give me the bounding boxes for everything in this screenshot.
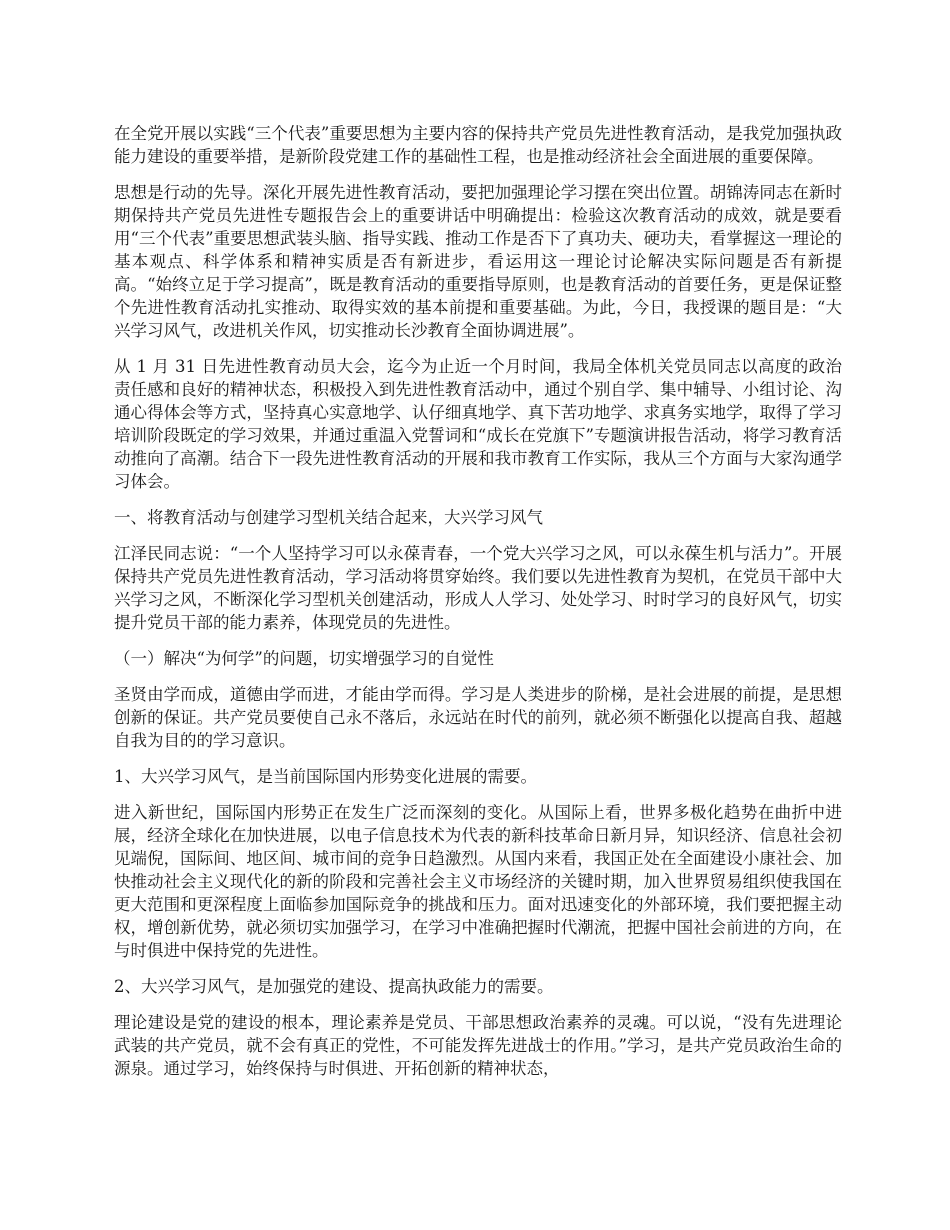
paragraph-theory-study: 思想是行动的先导。深化开展先进性教育活动，要把加强理论学习摆在突出位置。胡锦涛同志在新时期保持共产党员先进性专题报告会上的重要讲话中明确提出：检验这次教育活动的成效，就是要看用“三个代表”重要思想武装头脑、指导实践、推动工作是否下了真功夫、硬功夫，看掌握这一理论的基本观点、科学体系和精神实质是否有新进步，看运用这一理论讨论解决实际问题是否有新提高。“始终立足于学习提高”，既是教育活动的重要指导原则，也是教育活动的首要任务，更是保证整个先进性教育活动扎实推动、取得实效的基本前提和重要基础。为此，今日，我授课的题目是：“大兴学习风气，改进机关作风，切实推动长沙教育全面协调进展”。 <box>114 183 842 340</box>
point-heading-2: 2、大兴学习风气，是加强党的建设、提高执政能力的需要。 <box>114 977 554 996</box>
paragraph-intro: 在全党开展以实践“三个代表”重要思想为主要内容的保持共产党员先进性教育活动，是我党加强执政能力建设的重要举措，是新阶段党建工作的基础性工程，也是推动经济社会全面进展的重要保障。 <box>114 124 842 166</box>
paragraph-quote: 江泽民同志说：“一个人坚持学习可以永葆青春，一个党大兴学习之风，可以永葆生机与活力”。开展保持共产党员先进性教育活动，学习活动将贯穿始终。我们要以先进性教育为契机，在党员干部中大兴学习之风，不断深化学习型机关创建活动，形成人人学习、处处学习、时时学习的良好风气，切实提升党员干部的能力素养，体现党员的先进性。 <box>114 544 842 632</box>
point-heading-1: 1、大兴学习风气，是当前国际国内形势变化进展的需要。 <box>114 767 537 786</box>
paragraph-party-building: 理论建设是党的建设的根本，理论素养是党员、干部思想政治素养的灵魂。可以说，“没有先进理论武装的共产党员，就不会有真正的党性，不可能发挥先进战士的作用。”学习，是共产党员政治生命的源泉。通过学习，始终保持与时俱进、开拓创新的精神状态， <box>114 1013 842 1078</box>
section-heading-1: 一、将教育活动与创建学习型机关结合起来，大兴学习风气 <box>114 508 543 527</box>
paragraph-learning-value: 圣贤由学而成，道德由学而进，才能由学而得。学习是人类进步的阶梯，是社会进展的前提，是思想创新的保证。共产党员要使自己永不落后，永远站在时代的前列，就必须不断强化以提高自我、超越自我为目的的学习意识。 <box>114 685 842 750</box>
document-body <box>114 122 842 1093</box>
subsection-heading-1: （一）解决“为何学”的问题，切实增强学习的自觉性 <box>114 649 494 668</box>
paragraph-progress: 从 1 月 31 日先进性教育动员大会，迄今为止近一个月时间，我局全体机关党员同志以高度的政治责任感和良好的精神状态，积极投入到先进性教育活动中，通过个别自学、集中辅导、小组讨论、沟通心得体会等方式，坚持真心实意地学、认仔细真地学、真下苦功地学、求真务实地学，取得了学习培训阶段既定的学习效果，并通过重温入党誓词和“成长在党旗下”专题演讲报告活动，将学习教育活动推向了高潮。结合下一段先进性教育活动的开展和我市教育工作实际，我从三个方面与大家沟通学习体会。 <box>114 357 842 491</box>
paragraph-world-situation: 进入新世纪，国际国内形势正在发生广泛而深刻的变化。从国际上看，世界多极化趋势在曲折中进展，经济全球化在加快进展，以电子信息技术为代表的新科技革命日新月异，知识经济、信息社会初见端倪，国际间、地区间、城市间的竞争日趋激烈。从国内来看，我国正处在全面建设小康社会、加快推动社会主义现代化的新的阶段和完善社会主义市场经济的关键时期，加入世界贸易组织使我国在更大范围和更深程度上面临参加国际竞争的挑战和压力。面对迅速变化的外部环境，我们要把握主动权，增创新优势，就必须切实加强学习，在学习中准确把握时代潮流，把握中国社会前进的方向，在与时俱进中保持党的先进性。 <box>114 803 842 960</box>
